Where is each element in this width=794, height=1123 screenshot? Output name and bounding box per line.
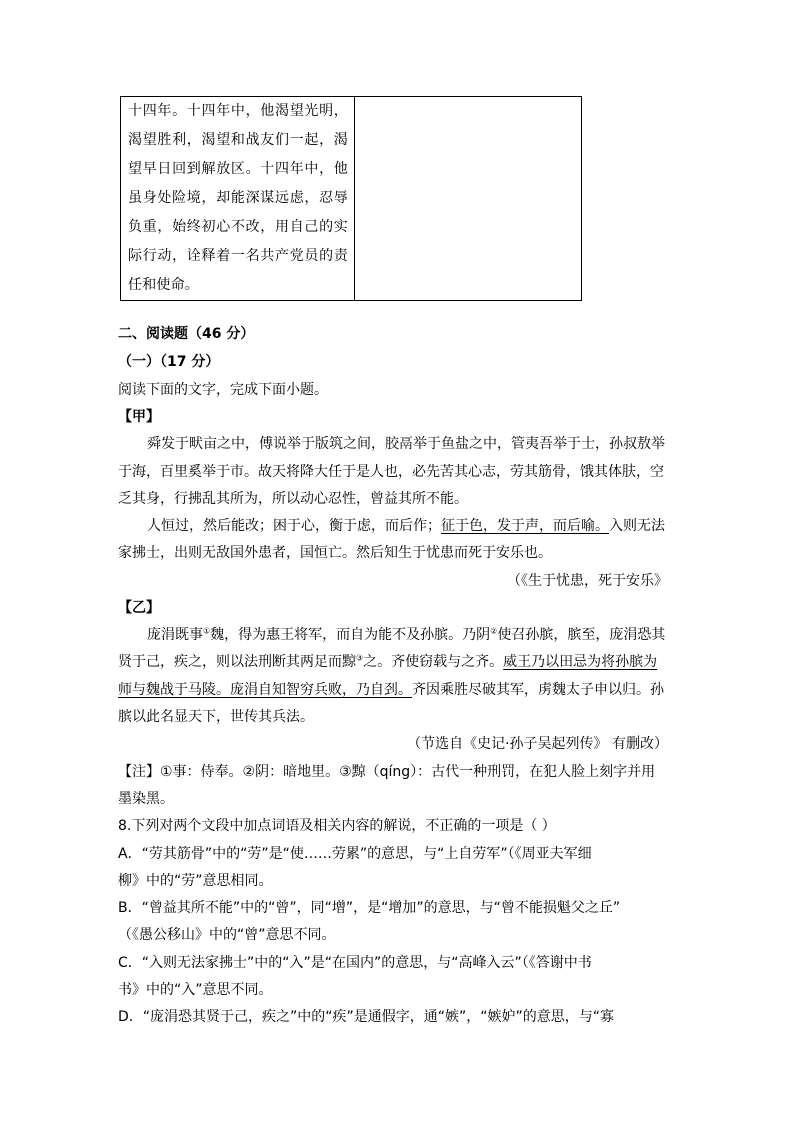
option-b-line2: （《愚公移山》中的“曾”意思不同。 <box>118 927 336 943</box>
yi-l1-c: 使召孙膑，膑至，庞涓恐其 <box>497 627 666 643</box>
notes-line1: 【注】①事：侍奉。②阴：暗地里。③黥（qíng）：古代一种刑罚，在犯人脸上刻字并用 <box>118 764 656 780</box>
question-stem: 8.下列对两个文段中加点词语及相关内容的解说，不正确的一项是（ ） <box>118 818 556 834</box>
jia-source: （《生于忧患，死于安乐》 <box>507 573 668 589</box>
option-c-line2: 书》中的“入”意思不同。 <box>118 982 273 998</box>
note-marker-2: ② <box>490 626 498 636</box>
table-left-text: 十四年。十四年中，他渴望光明，渴望胜利，渴望和战友们一起，渴望早日回到解放区。十四年中，他虽身处险境，却能深谋远虑，忍辱负重，始终初心不改，用自己的实际行动，诠释着一名共产党员的责任和使命。 <box>128 103 348 293</box>
yi-l1-a: 庞涓既事 <box>147 627 203 643</box>
option-d-line1: D．“庞涓恐其贤于己，疾之”中的“疾”是通假字，通“嫉”，“嫉妒”的意思，与“寡 <box>118 1009 615 1025</box>
jia-p2-text-c: 入则无法 <box>609 518 665 534</box>
yi-line4: 膑以此名显天下，世传其兵法。 <box>118 709 314 725</box>
note-marker-1: ① <box>203 626 211 636</box>
table-cell-right <box>355 97 582 301</box>
yi-l2-underlined: 威王乃以田忌为将孙膑为 <box>503 654 658 670</box>
option-a-line1: A．“劳其筋骨”中的“劳”是“使……劳累”的意思，与“上自劳军”（《周亚夫军细 <box>118 846 592 862</box>
jia-label: 【甲】 <box>118 409 160 425</box>
note-marker-3: ③ <box>356 653 364 663</box>
notes-line2: 墨染黑。 <box>118 791 174 807</box>
section-heading: 二、阅读题（46 分） <box>118 326 255 342</box>
option-b-line1: B．“曾益其所不能”中的“曾”，同“增”，是“增加”的意思，与“曾不能损魁父之丘” <box>118 900 621 916</box>
option-a-line2: 柳》中的“劳”意思相同。 <box>118 873 273 889</box>
jia-p1-line1: 舜发于畎亩之中，傅说举于版筑之间，胶鬲举于鱼盐之中，管夷吾举于士，孙叔敖举 <box>147 436 665 452</box>
yi-source: （节选自《史记·孙子吴起列传》 有删改） <box>407 736 668 752</box>
yi-line3 <box>118 680 678 700</box>
yi-l1-b: 魏，得为惠王将军，而自为能不及孙膑。乃阴 <box>210 627 491 643</box>
yi-label: 【乙】 <box>118 600 160 616</box>
yi-l3-underlined-a: 师与魏战于马陵。 <box>118 682 230 698</box>
yi-l3-underlined-b: 庞涓自知智穷兵败，乃自刭。 <box>230 682 412 698</box>
yi-l2-a: 贤于己，疾之，则以法刑断其两足而黥 <box>118 654 356 670</box>
jia-p2-line1 <box>147 516 707 536</box>
yi-line1 <box>147 625 707 645</box>
yi-l3-c: 齐因乘胜尽破其军，虏魏太子申以归。孙 <box>412 682 664 698</box>
yi-line2 <box>118 652 678 672</box>
jia-p2-underlined: 征于色，发于声，而后喻。 <box>441 518 609 534</box>
sub-heading: （一）（17 分） <box>118 354 220 370</box>
jia-p2-text-a: 人恒过，然后能改；困于心，衡于虑，而后作； <box>147 518 441 534</box>
jia-p1-line3: 乏其身，行拂乱其所为，所以动心忍性，曾益其所不能。 <box>118 491 468 507</box>
instruction: 阅读下面的文字，完成下面小题。 <box>118 382 328 398</box>
jia-p2-line2: 家拂士，出则无敌国外患者，国恒亡。然后知生于忧患而死于安乐也。 <box>118 545 552 561</box>
yi-l2-b: 之。齐使窃载与之齐。 <box>363 654 504 670</box>
jia-p1-line2: 于海，百里奚举于市。故天将降大任于是人也，必先苦其心志，劳其筋骨，饿其体肤，空 <box>118 464 664 480</box>
option-c-line1: C．“入则无法家拂士”中的“入”是“在国内”的意思，与“高峰入云”（《答谢中书 <box>118 955 592 971</box>
table-cell-left <box>121 97 355 301</box>
answer-table <box>120 96 582 301</box>
